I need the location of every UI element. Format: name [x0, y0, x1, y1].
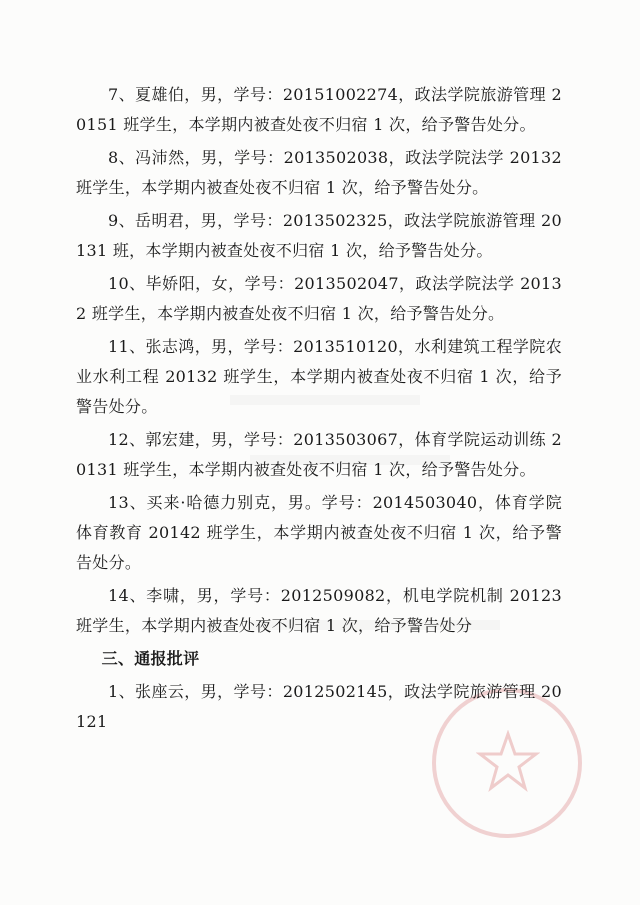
paragraph-item-9: 9、岳明君，男，学号：2013502325，政法学院旅游管理 20131 班，本学期内被查处夜不归宿 1 次，给予警告处分。 [76, 211, 562, 260]
paragraph-item-13: 13、买来·哈德力别克，男。学号：2014503040，体育学院体育教育 20142 班学生，本学期内被查处夜不归宿 1 次，给予警告处分。 [76, 493, 562, 572]
paragraph-item-7: 7、夏雄伯，男，学号：20151002274，政法学院旅游管理 20151 班学生，本学期内被查处夜不归宿 1 次，给予警告处分。 [76, 85, 562, 134]
document-body [76, 80, 562, 740]
section-paragraph-item-1: 1、张座云，男，学号：2012502145，政法学院旅游管理 20121 [76, 682, 562, 731]
section-heading: 三、通报批评 [101, 649, 200, 668]
paragraph-item-8: 8、冯沛然，男，学号：2013502038，政法学院法学 20132 班学生，本学期内被查处夜不归宿 1 次，给予警告处分。 [76, 148, 562, 197]
paragraph-item-12: 12、郭宏建，男，学号：2013503067，体育学院运动训练 20131 班学生，本学期内被查处夜不归宿 1 次，给予警告处分。 [76, 430, 562, 479]
paragraph-item-14: 14、李啸，男，学号：2012509082，机电学院机制 20123 班学生，本学期内被查处夜不归宿 1 次，给予警告处分 [76, 586, 562, 635]
paragraph-item-10: 10、毕娇阳，女，学号：2013502047，政法学院法学 20132 班学生，本学期内被查处夜不归宿 1 次，给予警告处分。 [76, 274, 562, 323]
paragraph-item-11: 11、张志鸿，男，学号：2013510120，水利建筑工程学院农业水利工程 20132 班学生，本学期内被查处夜不归宿 1 次，给予警告处分。 [76, 337, 562, 416]
